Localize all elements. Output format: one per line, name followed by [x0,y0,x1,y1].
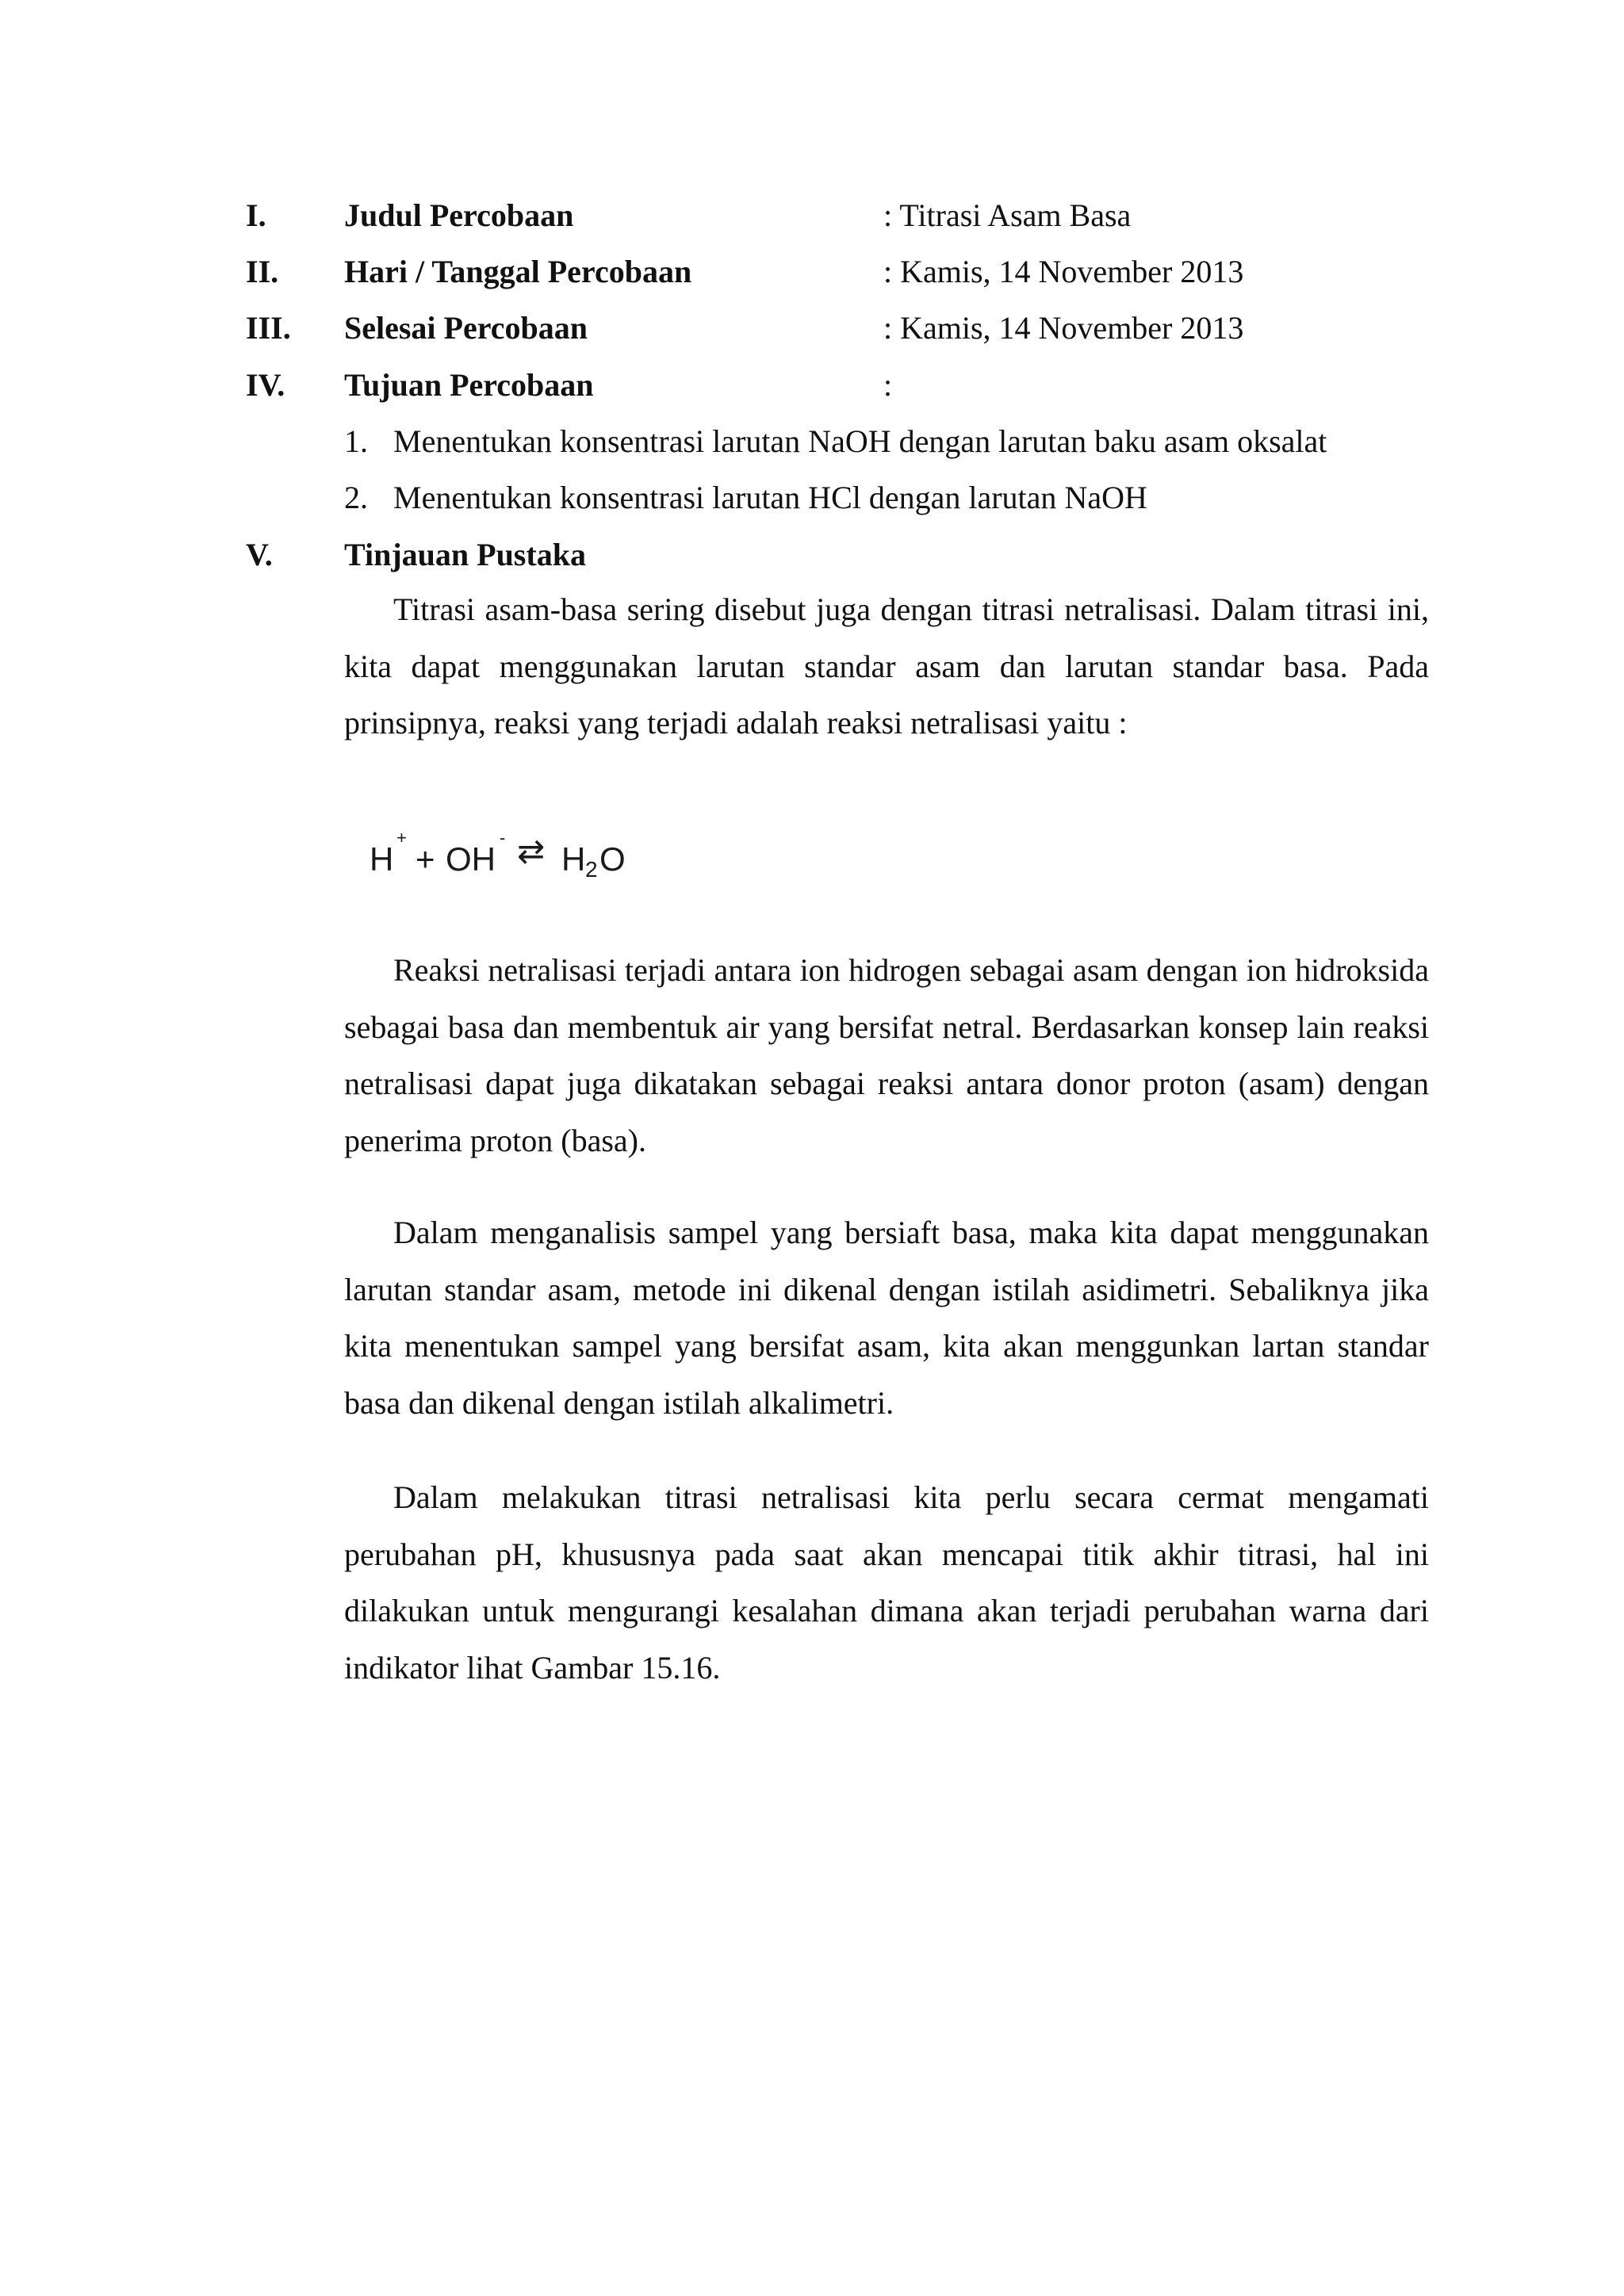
roman-numeral: III. [246,310,291,346]
list-text: Menentukan konsentrasi larutan HCl dengan larutan NaOH [393,480,1147,515]
section-title: Tinjauan Pustaka [344,537,586,572]
eq-h2o-sub: 2 [585,857,598,882]
field-label: Tujuan Percobaan [344,367,594,403]
paragraph: Titrasi asam-basa sering disebut juga dengan titrasi netralisasi. Dalam titrasi ini, kita dapat menggunakan larutan standar asam dan larutan standar basa. Pada prinsipnya, reaksi yang terjadi adalah reaksi netralisasi yaitu : [344,591,1429,740]
field-value: : Titrasi Asam Basa [883,197,1132,233]
roman-numeral: I. [246,197,266,233]
field-value: : Kamis, 14 November 2013 [883,254,1244,289]
field-value: : Kamis, 14 November 2013 [883,310,1244,346]
roman-numeral: IV. [246,367,285,403]
eq-oh-charge: - [500,828,506,848]
list-number: 1. [344,423,368,459]
paragraph: Reaksi netralisasi terjadi antara ion hidrogen sebagai asam dengan ion hidroksida sebagai basa dan membentuk air yang bersifat netral. Berdasarkan konsep lain reaksi netralisasi dapat juga dikatakan sebagai reaksi antara donor proton (asam) dengan penerima proton (basa). [344,952,1429,1158]
eq-h-charge: + [396,828,407,848]
field-label: Judul Percobaan [344,197,574,233]
eq-h2o-o: O [599,840,626,878]
list-number: 2. [344,480,368,515]
equilibrium-arrow-icon: ⇄ [517,832,546,870]
roman-numeral: II. [246,254,279,289]
eq-plus: + [416,840,435,878]
field-label: Hari / Tanggal Percobaan [344,254,692,289]
eq-h2o-h: H [561,840,586,878]
field-label: Selesai Percobaan [344,310,588,346]
field-value: : [883,367,893,403]
equation-image [363,815,649,886]
paragraph: Dalam menganalisis sampel yang bersiaft basa, maka kita dapat menggunakan larutan standar asam, metode ini dikenal dengan istilah asidimetri. Sebaliknya jika kita menentukan sampel yang bersifat asam, kita akan menggunkan lartan standar basa dan dikenal dengan istilah alkalimetri. [344,1215,1429,1421]
paragraph: Dalam melakukan titrasi netralisasi kita perlu secara cermat mengamati perubahan pH, khususnya pada saat akan mencapai titik akhir titrasi, hal ini dilakukan untuk mengurangi kesalahan dimana akan terjadi perubahan warna dari indikator lihat Gambar 15.16. [344,1479,1429,1686]
eq-oh: OH [446,840,496,878]
roman-numeral: V. [246,537,273,572]
eq-h: H [370,840,394,878]
list-text: Menentukan konsentrasi larutan NaOH dengan larutan baku asam oksalat [393,423,1327,459]
